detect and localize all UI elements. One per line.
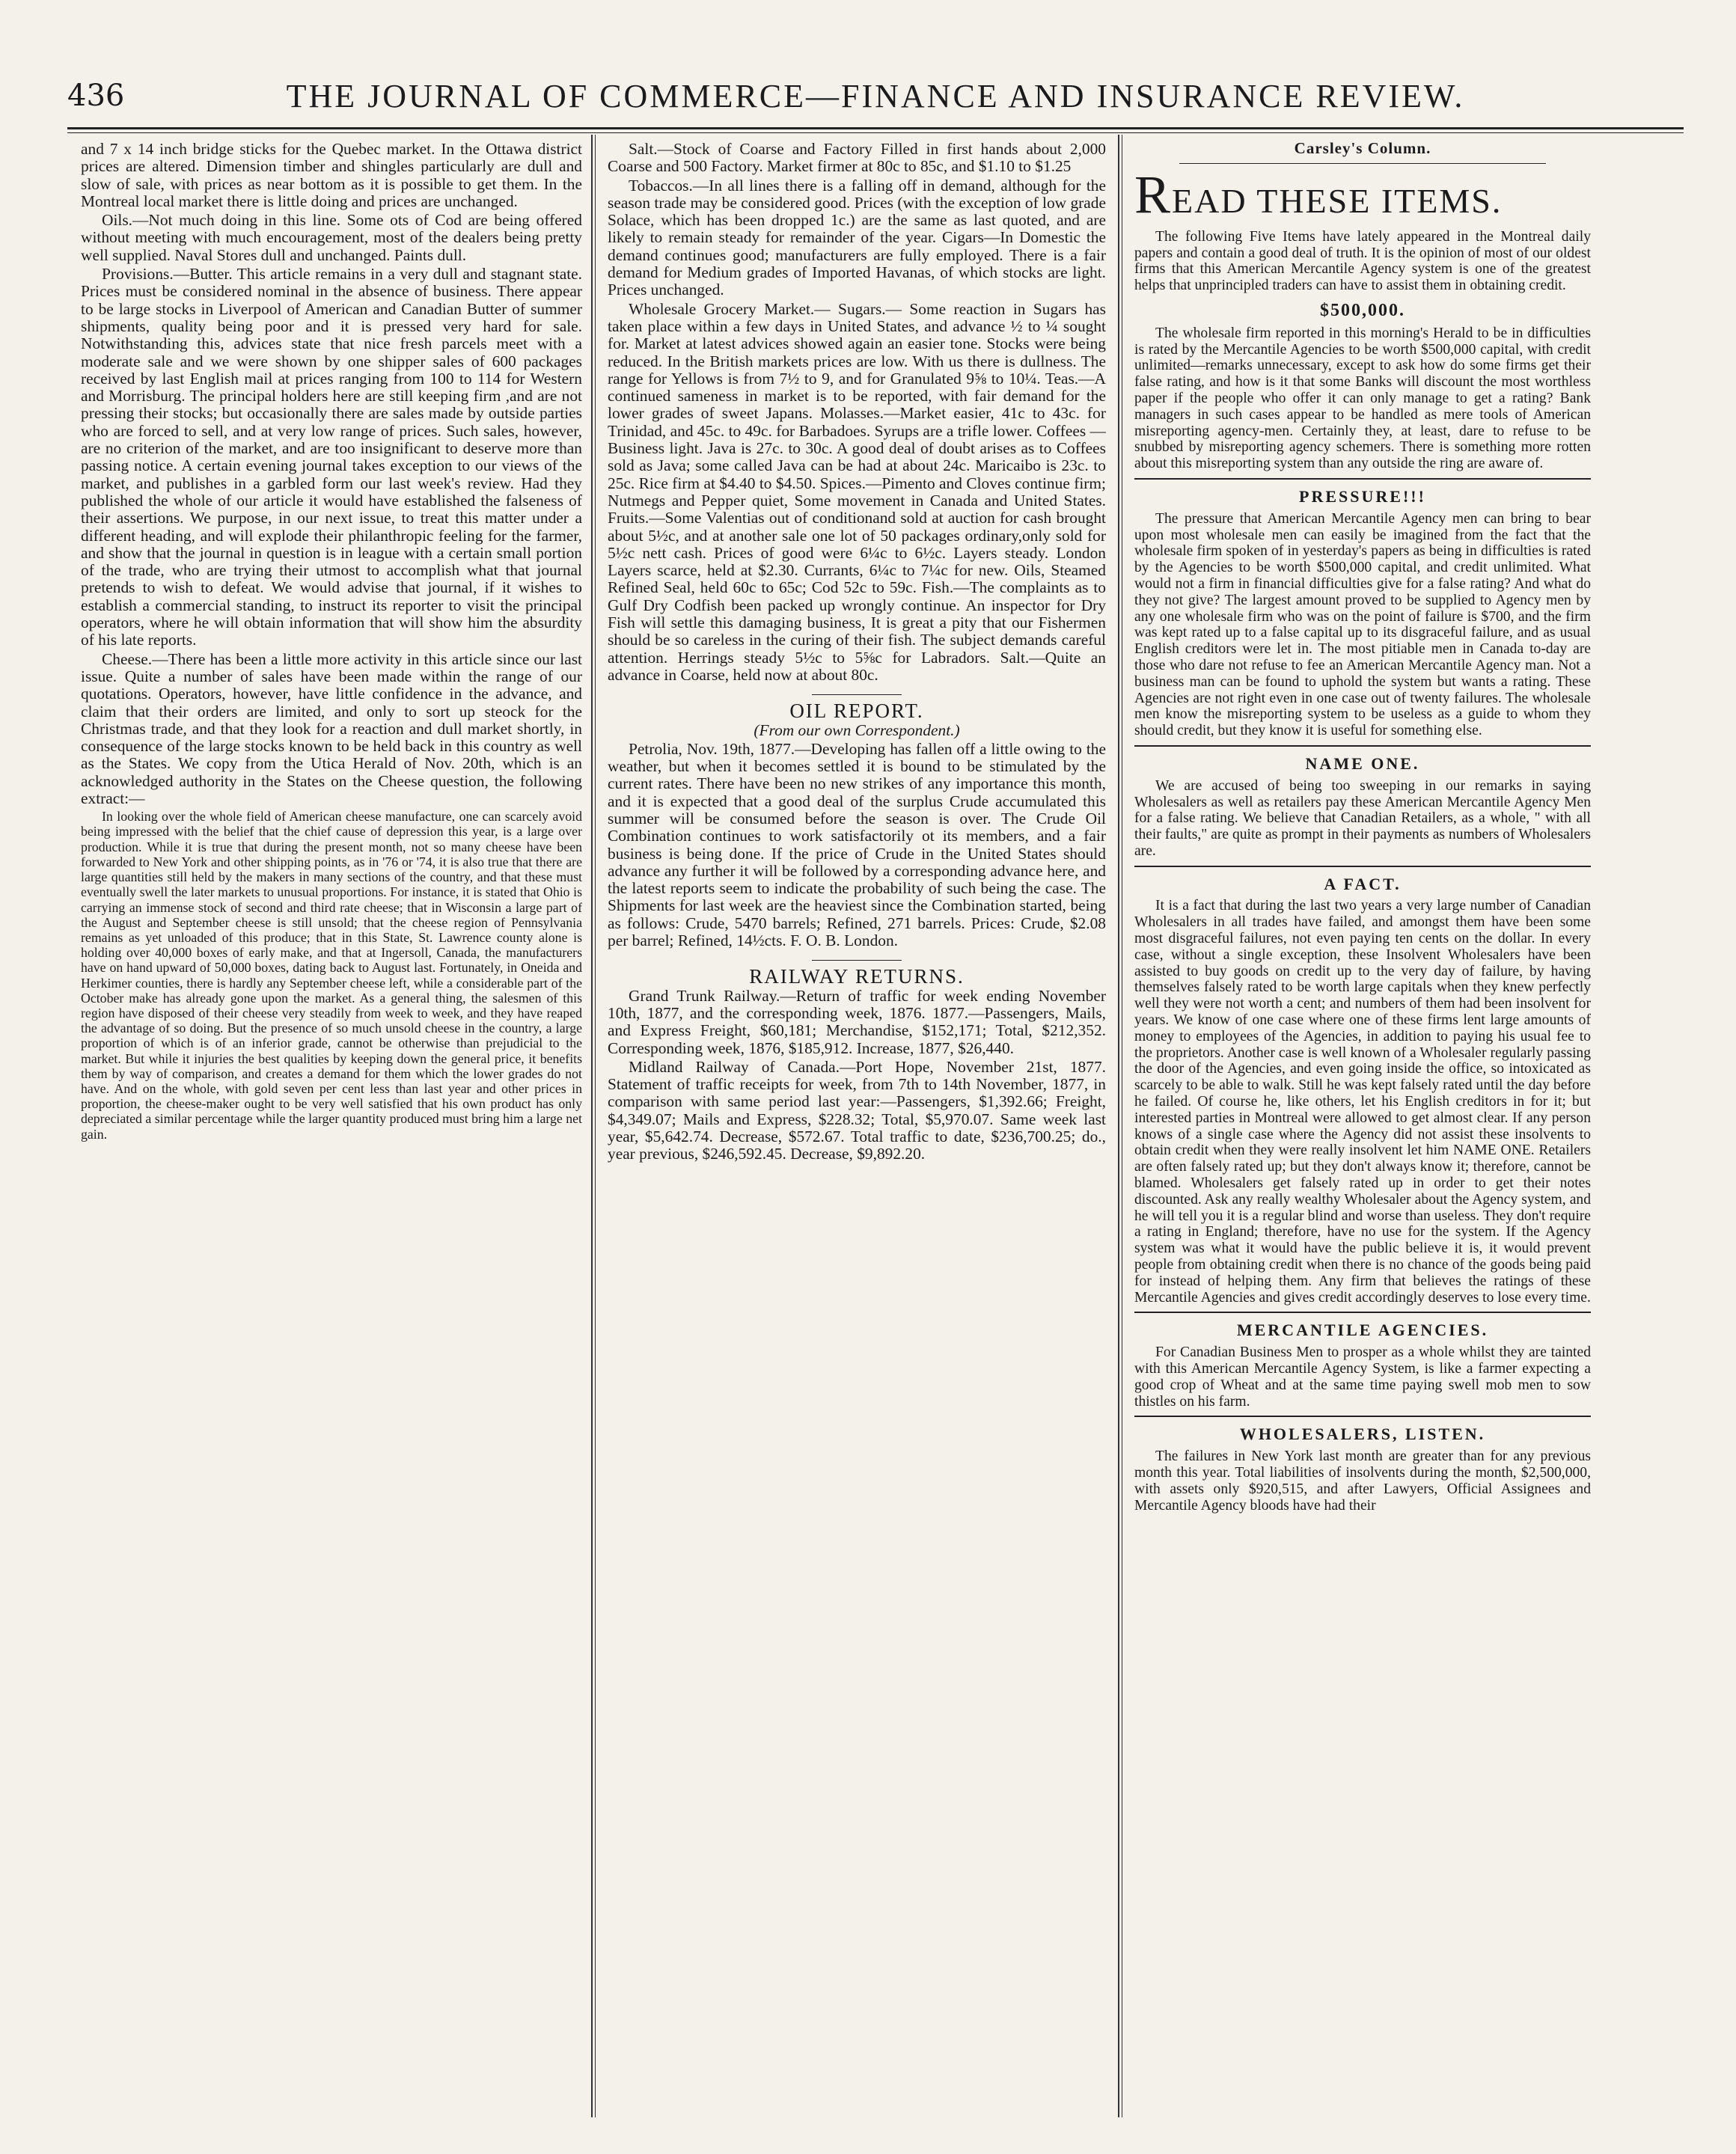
name-one-paragraph: We are accused of being too sweeping in our remarks in saying Wholesalers as well as retailers pay these American Mercantile Agency Men for a false rating. We believe that Canadian Retailers, as a whole, " with all their faults," are quite as prompt in their payments as numbers of Wholesalers are. <box>1134 778 1591 867</box>
title-rule <box>1179 163 1546 164</box>
cheese-paragraph: Cheese.—There has been a little more activity in this article since our last issue. Quite a number of sales have been made within the range of our quotations. Operators, however, have little confidence in the advance, and claim that their orders are limited, and only to sort up steock for the Christmas trade, and that they look for a reaction and dull market shortly, in consequence of the large stocks known to be held back in this country as well as the States. We copy from the Utica Herald of Nov. 20th, which is an acknowledged authority in the States on the Cheese question, the following extract:— <box>81 649 582 807</box>
wholesalers-listen-paragraph: The failures in New York last month are greater than for any previous month this year. Total liabilities of insolvents during the month, $2,500,000, with assets only $920,515, and after Lawyers, Official Assignees and Mercantile Agency bloods have had their <box>1134 1448 1591 1514</box>
heading-rest: EAD THESE ITEMS. <box>1172 181 1503 220</box>
drop-cap: R <box>1134 164 1173 224</box>
lumber-paragraph: and 7 x 14 inch bridge sticks for the Quebec market. In the Ottawa district prices are altered. Dimension timber and shingles particularly are dull and slow of sale, with prices as near bottom as it is possible to get them. In the Montreal local market there is little doing and prices are unchanged. <box>81 141 582 210</box>
mercantile-agencies-paragraph: For Canadian Business Men to prosper as a whole whilst they are tainted with this American Mercantile Agency System, is like a farmer expecting a good crop of Wheat and at the same time paying swell mob men to sow thistles on his farm. <box>1134 1344 1591 1417</box>
page-number: 436 <box>67 79 125 113</box>
column-divider <box>1118 135 1122 2117</box>
header-rule-thin <box>67 132 1684 133</box>
section-divider <box>812 960 902 961</box>
intro-paragraph: The following Five Items have lately appeared in the Montreal daily papers and contain a good deal of truth. It is the opinion of most of our oldest firms that this American Mercantile Agency system is one of the greatest helps that unprincipled traders can have to assist them in obtaining credit. <box>1134 228 1591 294</box>
tobaccos-paragraph: Tobaccos.—In all lines there is a falling off in demand, although for the season trade may be considered good. Prices (with the exception of low grade Solace, which has been dropped 1c.) are the same as last quoted, and are likely to remain steady for remainder of the year. Cigars—In Domestic the demand continues good; manufacturers are fully employed. There is a fair demand for Medium grades of Imported Havanas, of which stocks are light. Prices unchanged. <box>608 176 1106 299</box>
column-2 <box>608 141 1106 2108</box>
a-fact-paragraph: It is a fact that during the last two years a very large number of Canadian Wholesalers in all trades have failed, and amongst them have been some most disgraceful failures, not even paying ten cents on the dollar. In every case, without a single exception, these Insolvent Wholesalers have been assisted to buy goods on credit up to the very day of failure, by having themselves falsely rated to be worth large capitals when they knew perfectly well they were not worth a cent; and numbers of them had been insolvent for years. We know of one case where one of these firms lent large amounts of money to employees of the Agencies, in addition to paying his usual fee to the proprietors. Another case is well known of a Wholesaler regularly passing the door of the Agencies, and even going inside the office, so intoxicated as scarcely to be able to walk. Still he was kept falsely rated until the day before he failed. Of course he, like others, let his English creditors in for it; but interested parties in Montreal were allowed to get almost clear. If any person knows of a single case where the Agency did not assist these insolvents to obtain credit when they were really insolvent let him NAME ONE. Retailers are often falsely rated up; but they don't always know it; therefore, cannot be blamed. Wholesalers get falsely rated up in order to get their notes discounted. Ask any really wealthy Wholesaler about the Agency system, and he will tell you it is a regular blind and worse than useless. They don't require a rating in England; therefore, have no use for the system. If the Agency system was what it would have the public believe it is, it would prevent people from obtaining credit when there is no chance of the goods being paid for instead of helping them. Any firm that believes the ratings of these Mercantile Agencies and gives credit accordingly deserves to lose every time. <box>1134 898 1591 1313</box>
column-3 <box>1134 141 1591 2108</box>
name-one-heading: NAME ONE. <box>1305 753 1420 773</box>
amount-heading: $500,000. <box>1320 300 1405 320</box>
midland-railway-paragraph: Midland Railway of Canada.—Port Hope, November 21st, 1877. Statement of traffic receipts for week, from 7th to 14th November, 1877, in comparison with same period last year:—Passengers, $1,392.66; Freight, $4,349.07; Mails and Express, $228.32; Total, $5,970.07. Same week last year, $5,642.74. Decrease, $572.67. Total traffic to date, $236,700.25; do., year previous, $246,592.45. Decrease, $9,892.20. <box>608 1057 1106 1163</box>
oils-paragraph: Oils.—Not much doing in this line. Some ots of Cod are being offered without meeting with much encouragement, most of the dealers being pretty well supplied. Naval Stores dull and unchanged. Paints dull. <box>81 211 582 264</box>
pressure-heading: PRESSURE!!! <box>1299 486 1426 506</box>
oil-report-heading: OIL REPORT. <box>789 700 924 723</box>
railway-returns-heading: RAILWAY RETURNS. <box>749 965 965 988</box>
column-1 <box>81 141 582 2108</box>
cheese-extract-quote: In looking over the whole field of American cheese manufacture, one can scarcely avoid being impressed with the belief that the chief cause of depression this year, is a large over production. While it is true that during the present month, not so many cheese have been forwarded to New York and other shipping points, as in '76 or '74, it is also true that there are large quantities still held by the makers in many sections of the country, and that these must eventually swell the later markets to unusual proportions. For instance, it is stated that Ohio is carrying an immense stock of second and third rate cheese; that in Wisconsin a large part of the August and September cheese is still unsold; that the cheese region of Pennsylvania remains as yet unloaded of this produce; that in this State, St. Lawrence county alone is holding over 40,000 boxes of early make, and that at Ingersoll, Canada, the manufacturers have on hand upward of 50,000 boxes, dating back to August last. Fortunately, in Oneida and Herkimer counties, there is hardly any September cheese left, while a considerable part of the October make has already gone upon the market. As a general thing, the salesmen of this region have disposed of their cheese very steadily from week to week, and they have reaped the advantage of so doing. But the presence of so much unsold cheese in the country, a large proportion of which is of an inferior grade, cannot be otherwise than prejudicial to the market. But while it injuries the best qualities by keeping down the general price, it benefits them by way of comparison, and creates a demand for them which the lower grades do not have. And on the whole, with gold seven per cent less than last year and other prices in proportion, the cheese-maker ought to be very well satisfied that his own product has only depreciated a similar percentage while the larger quantity produced must bring him a large net gain. <box>81 809 582 1142</box>
read-these-items-heading <box>1134 164 1591 224</box>
section-divider <box>812 694 902 695</box>
pressure-paragraph: The pressure that American Mercantile Agency men can bring to bear upon most wholesale men can easily be imagined from the fact that the wholesale firm spoken of in yesterday's papers as being in difficulties is rated by the Agencies to be worth $500,000 capital, and credit unlimited. What would not a firm in financial difficulties give for a false rating? And what do they not give? The largest amount proved to be supplied to Agency men by any one wholesale firm who was on the point of failure is $700, and the firm was kept rated up to a false capital up to its disgraceful failure, and as usual English creditors were let in. The most pitiable men in Canada to-day are those who dare not refuse to fee an American Mercantile Agency man. Not a business man can be found to uphold the system but wants a rating. These Agencies are not right even in one case out of twenty failures. The wholesale men know the misreporting system to be useless as a guide to whom they should credit, but they know it is useful for something else. <box>1134 511 1591 747</box>
a-fact-heading: A FACT. <box>1324 874 1402 893</box>
header-rule <box>67 127 1684 129</box>
grand-trunk-paragraph: Grand Trunk Railway.—Return of traffic for week ending November 10th, 1877, and the corresponding week, 1876. 1877.—Passengers, Mails, and Express Freight, $60,181; Merchandise, $152,171; Total, $212,352. Corresponding week, 1876, $185,912. Increase, 1877, $26,440. <box>608 986 1106 1057</box>
mercantile-agencies-heading: MERCANTILE AGENCIES. <box>1236 1321 1489 1340</box>
salt-paragraph: Salt.—Stock of Coarse and Factory Filled in first hands about 2,000 Coarse and 500 Factory. Market firmer at 80c to 85c, and $1.10 to $1.25 <box>608 141 1106 176</box>
journal-title: THE JOURNAL OF COMMERCE—FINANCE AND INSURANCE REVIEW. <box>286 77 1465 114</box>
grocery-market-paragraph: Wholesale Grocery Market.— Sugars.— Some reaction in Sugars has taken place within a few days in United States, and advance ½ to ¼ sought for. Market at latest advices showed again an easier tone. Stocks were being reduced. In the British markets prices are low. With us there is dullness. The range for Yellows is from 7½ to 9, and for Granulated 9⅝ to 10¼. Teas.—A continued sameness in market is to be reported, with fair demand for the lower grades of sweet Japans. Molasses.—Market easier, 41c to 43c. for Trinidad, and 45c. to 49c. for Barbadoes. Syrups are a trifle lower. Coffees —Business light. Java is 27c. to 30c. A good deal of doubt arises as to Coffees sold as Java; some called Java can be had at about 24c. Maricaibo is 23c. to 25c. Rice firm at $4.40 to $4.50. Spices.—Pimento and Cloves continue firm; Nutmegs and Pepper quiet, Some movement in Canada and United States. Fruits.—Some Valentias out of conditionand sold at auction for cash brought about 5½c, and at another sale one lot of 50 packages ordinary,only sold for 5½c nett cash. Prices of good were 6¼c to 6½c. Layers steady. London Layers scarce, held at $2.30. Currants, 6¼c to 7¼c for new. Oils, Steamed Refined Seal, held 60c to 65c; Cod 52c to 59c. Fish.—The complaints as to Gulf Dry Codfish been packed up wrongly continue. An inspector for Dry Fish will settle this damaging business, It is great a pity that our Fishermen should be so careless in the curing of their fish. The subject demands careful attention. Herrings steady 5½c to 5⅝c for Labradors. Salt.—Quite an advance in Coarse, held now at about 80c. <box>608 299 1106 684</box>
wholesalers-listen-heading: WHOLESALERS, LISTEN. <box>1239 1425 1486 1444</box>
provisions-paragraph: Provisions.—Butter. This article remains in a very dull and stagnant state. Prices must be considered nominal in the absence of business. There appear to be large stocks in Liverpool of American and Canadian Butter of summer shipments, quality being poor and it is pressed very hard for sale. Notwithstanding this, advices state that nice fresh parcels meet with a moderate sale and we were shown by one shipper sales of 600 packages received by last English mail at prices ranging from 100 to 114 for Western and Morrisburg. The principal holders here are still keeping firm ,and are not pressing their stocks; but occasionally there are sales made by outside parties who are forced to sell, and at very low range of prices. Such sales, however, are no criterion of the market, and are too insignificant to deserve more than passing notice. A certain evening journal takes exception to our views of the market, and publishes in a garbled form our last week's review. Had they published the whole of our article it would have established the falseness of their assertions. We purpose, in our next issue, to treat this matter under a different heading, and will explode their philanthropic feeling for the farmer, and show that the journal in question is in league with a certain small portion of the trade, who are trying their utmost to accomplish what that journal pretends to wish to defeat. We would advise that journal, if it wishes to establish a commercial standing, to instruct its reporter to visit the principal operators, where he will obtain information that will show him the absurdity of his late reports. <box>81 265 582 649</box>
column-divider <box>591 135 596 2117</box>
oil-report-subheading: (From our own Correspondent.) <box>754 720 960 739</box>
amount-paragraph: The wholesale firm reported in this morning's Herald to be in difficulties is rated by the Mercantile Agencies to be worth $500,000 capital, with credit unlimited—remarks unnecessary, except to ask how do some firms get their false rating, and how is it that some Banks will discount the most worthless paper if the people who offer it can only manage to get a rating? Bank managers in such cases appear to be handled as mere tools of American misreporting agency-men. Certainly they, at least, dare to refuse to be snubbed by misreporting agency schemers. There is something more rotten about this misreporting system than any outside the ring are aware of. <box>1134 325 1591 480</box>
oil-report-paragraph: Petrolia, Nov. 19th, 1877.—Developing has fallen off a little owing to the weather, but when it becomes settled it is bound to be stimulated by the current rates. There have been no new strikes of any importance this month, and it is expected that a good deal of the surplus Crude accumulated this summer will be consumed before the season is over. The Crude Oil Combination continues to work satisfactorily ot its members, and a fair business is being done. If the price of Crude in the United States should advance any further it will be followed by a corresponding advance here, and the latest reports seem to indicate the probability of such being the case. The Shipments for last week are the heaviest since the Combination started, being as follows: Crude, 5470 barrels; Refined, 271 barrels. Prices: Crude, $2.08 per barrel; Refined, 14½cts. F. O. B. London. <box>608 739 1106 950</box>
page-header <box>67 66 1684 126</box>
carsley-column-title: Carsley's Column. <box>1294 141 1431 157</box>
